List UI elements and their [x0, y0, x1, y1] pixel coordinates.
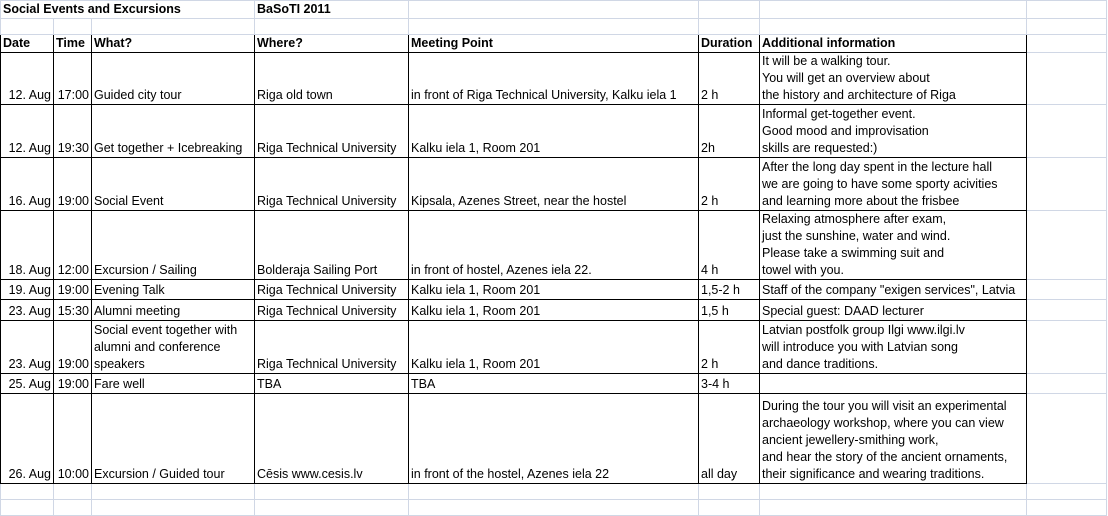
cell[interactable] — [1027, 105, 1107, 158]
cell[interactable] — [760, 1, 1027, 19]
table-row — [1, 211, 1107, 280]
cell-where[interactable] — [255, 321, 409, 374]
header-additional-info[interactable]: Additional information — [760, 35, 1027, 53]
cell-duration[interactable] — [699, 374, 760, 394]
cell-additional-info-line: Staff of the company "exigen services", Latvia — [762, 283, 1016, 297]
cell-additional-info[interactable] — [760, 321, 1027, 374]
cell-additional-info-line: Good mood and improvisation — [762, 124, 929, 138]
cell-what-line: speakers — [94, 357, 145, 371]
cell-duration[interactable] — [699, 300, 760, 321]
cell-date-line: 18. Aug — [8, 263, 51, 277]
cell-where[interactable] — [255, 158, 409, 211]
cell-additional-info-line: ancient jewellery-smithing work, — [762, 433, 939, 447]
cell-where[interactable] — [255, 374, 409, 394]
cell[interactable] — [409, 484, 699, 500]
cell[interactable] — [409, 19, 699, 35]
cell-what[interactable] — [92, 211, 255, 280]
cell-duration-line: 2 h — [701, 194, 719, 208]
cell-duration[interactable] — [699, 211, 760, 280]
cell-meeting-point-line: in front of Riga Technical University, Kalku iela 1 — [411, 88, 677, 102]
cell-duration-line: 2 h — [701, 88, 719, 102]
cell-duration-line: all day — [701, 467, 738, 481]
cell-meeting-point[interactable] — [409, 374, 699, 394]
cell[interactable] — [1, 484, 54, 500]
header-date[interactable]: Date — [1, 35, 54, 53]
cell-what-line: Excursion / Guided tour — [94, 467, 225, 481]
cell-what-line: Social Event — [94, 194, 164, 208]
cell-additional-info-line: and dance traditions. — [762, 357, 879, 371]
cell-date[interactable] — [1, 300, 54, 321]
cell-duration-line: 3-4 h — [701, 377, 730, 391]
cell[interactable] — [760, 19, 1027, 35]
table-row — [1, 321, 1107, 374]
cell[interactable] — [54, 19, 92, 35]
cell-duration-line: 2 h — [701, 357, 719, 371]
cell-time[interactable] — [54, 394, 92, 484]
cell-where[interactable] — [255, 105, 409, 158]
cell-additional-info-line: archaeology workshop, where you can view — [762, 416, 1004, 430]
cell[interactable] — [1027, 500, 1107, 516]
cell-what[interactable] — [92, 300, 255, 321]
cell-time-line: 19:00 — [57, 357, 89, 371]
cell[interactable] — [1, 500, 54, 516]
cell-date-line: 12. Aug — [8, 88, 51, 102]
table-row — [1, 394, 1107, 484]
cell-duration[interactable] — [699, 394, 760, 484]
cell-additional-info-line: Informal get-together event. — [762, 107, 916, 121]
cell-what[interactable] — [92, 374, 255, 394]
cell[interactable] — [255, 484, 409, 500]
cell-additional-info-line: It will be a walking tour. — [762, 54, 891, 68]
cell[interactable] — [1027, 53, 1107, 105]
cell-meeting-point[interactable] — [409, 53, 699, 105]
cell[interactable] — [1027, 321, 1107, 374]
cell-date[interactable] — [1, 105, 54, 158]
cell-what[interactable] — [92, 394, 255, 484]
cell[interactable] — [92, 19, 255, 35]
cell-date[interactable] — [1, 321, 54, 374]
cell-time-line: 12:00 — [57, 263, 89, 277]
cell-meeting-point[interactable] — [409, 300, 699, 321]
table-row — [1, 300, 1107, 321]
cell-where-line: Riga Technical University — [257, 357, 397, 371]
cell-duration[interactable] — [699, 105, 760, 158]
header-time[interactable]: Time — [54, 35, 92, 53]
cell-duration-line: 1,5-2 h — [701, 283, 740, 297]
cell-meeting-point[interactable] — [409, 321, 699, 374]
cell-meeting-point[interactable] — [409, 394, 699, 484]
cell-time[interactable] — [54, 211, 92, 280]
cell-date-line: 16. Aug — [8, 194, 51, 208]
cell-what-line: Social event together with — [94, 323, 238, 337]
cell-time-line: 10:00 — [57, 467, 89, 481]
sheet-subtitle[interactable]: BaSoTI 2011 — [255, 1, 409, 19]
cell-additional-info-line: their significance and wearing traditions. — [762, 467, 985, 481]
cell-where-line: TBA — [257, 377, 282, 391]
cell[interactable] — [699, 1, 760, 19]
cell[interactable] — [1027, 280, 1107, 300]
cell-meeting-point-line: Kalku iela 1, Room 201 — [411, 141, 541, 155]
cell-meeting-point[interactable] — [409, 158, 699, 211]
cell-additional-info[interactable] — [760, 300, 1027, 321]
cell-meeting-point-line: in front of hostel, Azenes iela 22. — [411, 263, 592, 277]
cell-date[interactable] — [1, 280, 54, 300]
cell[interactable] — [1027, 394, 1107, 484]
cell-date-line: 26. Aug — [8, 467, 51, 481]
cell-date-line: 25. Aug — [8, 377, 51, 391]
cell-where[interactable] — [255, 280, 409, 300]
cell-additional-info-line: and hear the story of the ancient ornaments, — [762, 450, 1008, 464]
cell[interactable] — [54, 500, 92, 516]
cell-duration-line: 4 h — [701, 263, 719, 277]
cell-time[interactable] — [54, 105, 92, 158]
cell-duration[interactable] — [699, 280, 760, 300]
cell-duration[interactable] — [699, 53, 760, 105]
cell-additional-info[interactable] — [760, 105, 1027, 158]
table-row — [1, 105, 1107, 158]
cell-meeting-point-line: Kalku iela 1, Room 201 — [411, 357, 541, 371]
cell-additional-info[interactable] — [760, 394, 1027, 484]
cell-time[interactable] — [54, 300, 92, 321]
cell-where-line: Cēsis www.cesis.lv — [257, 467, 363, 481]
cell-what-line: Evening Talk — [94, 283, 165, 297]
cell-what[interactable] — [92, 321, 255, 374]
cell-where[interactable] — [255, 53, 409, 105]
cell[interactable] — [92, 484, 255, 500]
cell-duration-line: 2h — [701, 141, 715, 155]
cell-date-line: 23. Aug — [8, 357, 51, 371]
cell-what-line: Fare well — [94, 377, 145, 391]
cell-duration-line: 1,5 h — [701, 304, 729, 318]
cell-what-line: Alumni meeting — [94, 304, 181, 318]
cell-date[interactable] — [1, 374, 54, 394]
cell-additional-info-line: towel with you. — [762, 263, 844, 277]
cell-additional-info[interactable] — [760, 374, 1027, 394]
cell-meeting-point-line: Kalku iela 1, Room 201 — [411, 283, 541, 297]
cell-where[interactable] — [255, 211, 409, 280]
cell-what[interactable] — [92, 280, 255, 300]
cell-meeting-point[interactable] — [409, 280, 699, 300]
cell-additional-info-line: Please take a swimming suit and — [762, 246, 945, 260]
cell[interactable] — [1027, 211, 1107, 280]
cell-additional-info-line: will introduce you with Latvian song — [762, 340, 958, 354]
cell-date-line: 19. Aug — [8, 283, 51, 297]
header-row — [1, 35, 1107, 53]
cell-where[interactable] — [255, 394, 409, 484]
cell-what[interactable] — [92, 158, 255, 211]
cell-additional-info-line: just the sunshine, water and wind. — [762, 229, 951, 243]
cell-what-line: Get together + Icebreaking — [94, 141, 243, 155]
cell-meeting-point[interactable] — [409, 105, 699, 158]
cell-meeting-point-line: Kalku iela 1, Room 201 — [411, 304, 541, 318]
cell-what-line: alumni and conference — [94, 340, 221, 354]
cell[interactable] — [699, 484, 760, 500]
cell-additional-info-line: Relaxing atmosphere after exam, — [762, 212, 947, 226]
cell-additional-info-line: Special guest: DAAD lecturer — [762, 304, 924, 318]
cell[interactable] — [255, 19, 409, 35]
cell-what[interactable] — [92, 105, 255, 158]
cell[interactable] — [1027, 19, 1107, 35]
cell-where-line: Riga Technical University — [257, 141, 397, 155]
cell-what-line: Guided city tour — [94, 88, 182, 102]
table-row — [1, 158, 1107, 211]
cell-additional-info[interactable] — [760, 158, 1027, 211]
cell-time[interactable] — [54, 158, 92, 211]
cell[interactable] — [699, 500, 760, 516]
cell[interactable] — [1, 19, 54, 35]
cell-time-line: 19:00 — [57, 283, 89, 297]
cell-where-line: Riga Technical University — [257, 304, 397, 318]
table-row — [1, 53, 1107, 105]
cell-date-line: 12. Aug — [8, 141, 51, 155]
cell-time[interactable] — [54, 280, 92, 300]
cell-meeting-point-line: TBA — [411, 377, 436, 391]
cell-duration[interactable] — [699, 158, 760, 211]
cell-additional-info[interactable] — [760, 211, 1027, 280]
cell-additional-info-line: During the tour you will visit an experimental — [762, 399, 1007, 413]
cell[interactable] — [1027, 1, 1107, 19]
cell-additional-info-line: we are going to have some sporty acivities — [762, 177, 998, 191]
cell-what-line: Excursion / Sailing — [94, 263, 197, 277]
cell-duration[interactable] — [699, 321, 760, 374]
header-what[interactable]: What? — [92, 35, 255, 53]
cell-date[interactable] — [1, 53, 54, 105]
cell-what[interactable] — [92, 53, 255, 105]
cell-where-line: Riga Technical University — [257, 194, 397, 208]
cell[interactable] — [699, 19, 760, 35]
cell-where[interactable] — [255, 300, 409, 321]
cell-additional-info-line: and learning more about the frisbee — [762, 194, 960, 208]
cell-additional-info-line: Latvian postfolk group Ilgi www.ilgi.lv — [762, 323, 965, 337]
cell-where-line: Riga Technical University — [257, 283, 397, 297]
cell-additional-info[interactable] — [760, 53, 1027, 105]
header-where[interactable]: Where? — [255, 35, 409, 53]
cell[interactable] — [1027, 300, 1107, 321]
cell-time[interactable] — [54, 53, 92, 105]
cell-time-line: 17:00 — [57, 88, 89, 102]
sheet-title[interactable]: Social Events and Excursions — [1, 1, 255, 19]
cell-additional-info-line: You will get an overview about — [762, 71, 930, 85]
cell-where-line: Bolderaja Sailing Port — [257, 263, 378, 277]
cell[interactable] — [1027, 484, 1107, 500]
cell-time[interactable] — [54, 321, 92, 374]
cell-date-line: 23. Aug — [8, 304, 51, 318]
cell[interactable] — [1027, 158, 1107, 211]
cell-time-line: 19:00 — [57, 194, 89, 208]
cell-additional-info-line: the history and architecture of Riga — [762, 88, 956, 102]
cell[interactable] — [1027, 35, 1107, 53]
cell-time-line: 19:00 — [57, 377, 89, 391]
cell-time-line: 15:30 — [57, 304, 89, 318]
cell[interactable] — [54, 484, 92, 500]
cell-meeting-point-line: in front of the hostel, Azenes iela 22 — [411, 467, 610, 481]
cell-where-line: Riga old town — [257, 88, 333, 102]
header-duration[interactable]: Duration — [699, 35, 760, 53]
cell[interactable] — [409, 500, 699, 516]
cell-time[interactable] — [54, 374, 92, 394]
cell-date[interactable] — [1, 211, 54, 280]
table-row — [1, 280, 1107, 300]
cell[interactable] — [1027, 374, 1107, 394]
cell[interactable] — [760, 484, 1027, 500]
cell[interactable] — [760, 500, 1027, 516]
cell-additional-info[interactable] — [760, 280, 1027, 300]
header-meeting-point[interactable]: Meeting Point — [409, 35, 699, 53]
cell[interactable] — [409, 1, 699, 19]
cell-time-line: 19:30 — [57, 141, 89, 155]
cell[interactable] — [92, 500, 255, 516]
cell-additional-info-line: skills are requested:) — [762, 141, 878, 155]
cell-date[interactable] — [1, 394, 54, 484]
cell-additional-info-line: After the long day spent in the lecture hall — [762, 160, 993, 174]
table-row — [1, 374, 1107, 394]
cell-date[interactable] — [1, 158, 54, 211]
cell[interactable] — [255, 500, 409, 516]
cell-meeting-point-line: Kipsala, Azenes Street, near the hostel — [411, 194, 627, 208]
cell-meeting-point[interactable] — [409, 211, 699, 280]
